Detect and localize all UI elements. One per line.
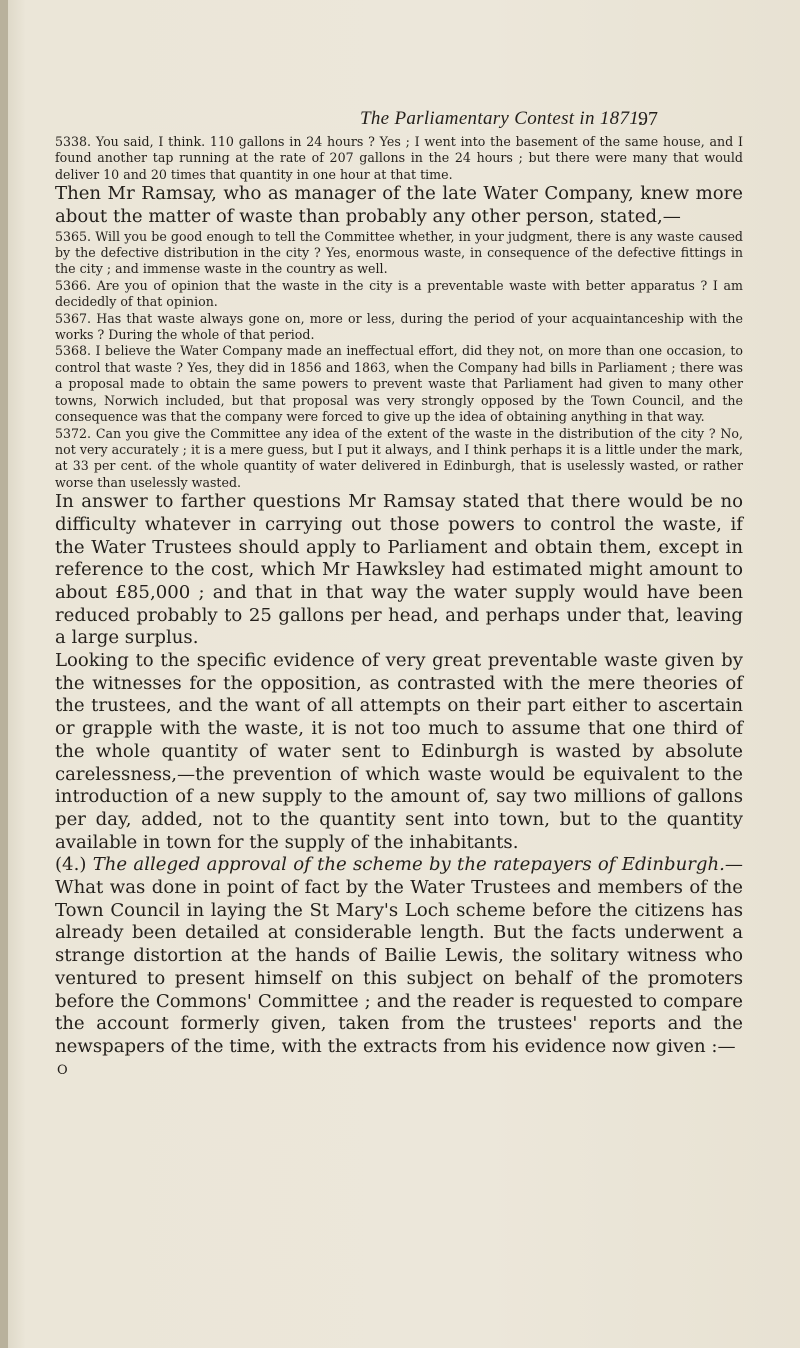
running-header <box>300 108 658 134</box>
testimony-5372: 5372. Can you give the Committee any idea of the extent of the waste in the distribution of the city ? No, not very accurately ; it is a mere guess, but I put it always, and I think perhaps it is a little under the mark, at 33 per cent. of the whole quantity of water delivered in Edinburgh, that is uselessly wasted, or rather worse than uselessly wasted. <box>55 425 743 490</box>
testimony-5366: 5366. Are you of opinion that the waste in the city is a preventable waste with better apparatus ? I am decidedly of that opinion. <box>55 277 743 310</box>
narrative-ramsay-intro: Then Mr Ramsay, who as manager of the late Water Company, knew more about the matter of waste than probably any other person, stated,— <box>55 183 743 227</box>
page-spine-shadow <box>0 0 8 1348</box>
testimony-5365: 5365. Will you be good enough to tell the Committee whether, in your judgment, there is any waste caused by the defective distribution in the city ? Yes, enormous waste, in consequence of the defective fittings in the city ; and immense waste in the country as well. <box>55 228 743 277</box>
testimony-5367: 5367. Has that waste always gone on, more or less, during the period of your acquaintanceship with the works ? During the whole of that period. <box>55 310 743 343</box>
page-body <box>55 132 743 1078</box>
running-title: The Parliamentary Contest in 1871. <box>360 108 645 129</box>
page-number: 97 <box>638 108 658 130</box>
signature-mark: O <box>57 1062 68 1078</box>
testimony-5338: 5338. You said, I think. 110 gallons in 24 hours ? Yes ; I went into the basement of the same house, and I found another tap running at the rate of 207 gallons in the 24 hours ; but there were many that would deliver 10 and 20 times that quantity in one hour at that time. <box>55 134 743 182</box>
narrative-preventable-waste: Looking to the specific evidence of very great preventable waste given by the witnesses for the opposition, as contrasted with the mere theories of the trustees, and the want of all attempts on their part either to ascertain or grapple with the waste, it is not too much to assume that one third of the whole quantity of water sent to Edinburgh is wasted by absolute carelessness,—the prevention of which waste would be equivalent to the introduction of a new supply to the amount of, say two millions of gallons per day, added, not to the quantity sent into town, but to the quantity available in town for the supply of the inhabitants. <box>55 650 743 853</box>
section-text: —What was done in point of fact by the Water Trustees and members of the Town Council in laying the St Mary's Loch scheme before the citizens has already been detailed at considerable length. But the facts underwent a strange distortion at the hands of Bailie Lewis, the solitary witness who ventured to present himself on this subject on behalf of the promoters before the Commons' Committee ; and the reader is requested to compare the account formerly given, taken from the trustees' reports and the newspapers of the time, with the extracts from his evidence now given :— <box>55 854 743 1057</box>
testimony-5368: 5368. I believe the Water Company made an ineffectual effort, did they not, on more than one occasion, to control that waste ? Yes, they did in 1856 and 1863, when the Company had bills in Parliament ; there was a proposal made to obtain the same powers to prevent waste that Parliament had given to many other towns, Norwich included, but that proposal was very strongly opposed by the Town Council, and the consequence was that the company were forced to give up the idea of obtaining anything in that way. <box>55 343 743 425</box>
narrative-farther-questions: In answer to farther questions Mr Ramsay stated that there would be no difficulty whatever in carrying out those powers to control the waste, if the Water Trustees should apply to Parliament and obtain them, except in reference to the cost, which Mr Hawksley had estimated might amount to about £85,000 ; and that in that way the water supply would have been reduced probably to 25 gallons per head, and perhaps under that, leaving a large surplus. <box>55 491 743 649</box>
section-heading: The alleged approval of the scheme by the ratepayers of Edinburgh. <box>92 854 725 876</box>
section-4-paragraph <box>55 854 743 1058</box>
section-number: (4.) <box>55 854 87 876</box>
